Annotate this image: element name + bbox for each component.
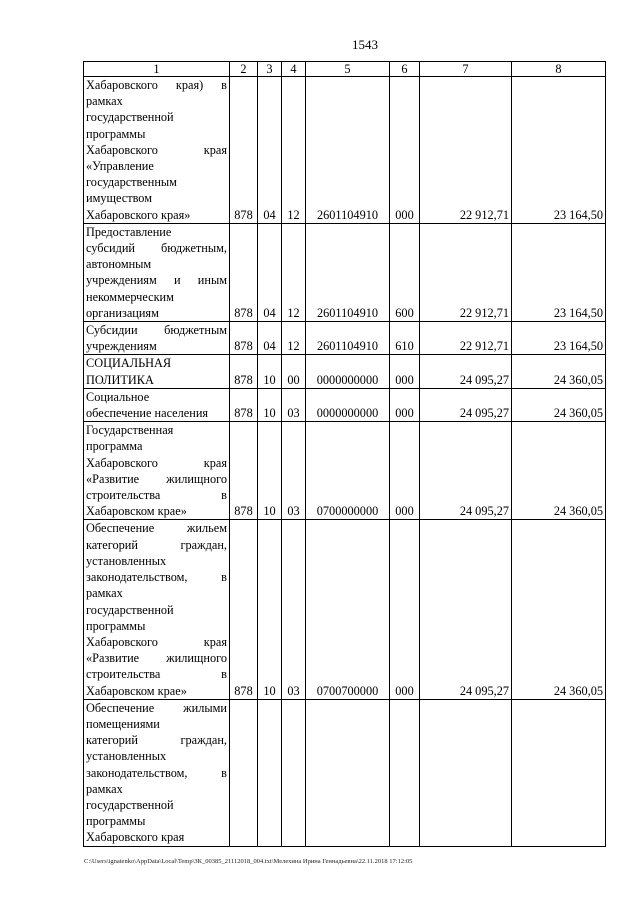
section-code-cell <box>258 699 282 846</box>
row-name-line: учреждениям <box>86 339 157 354</box>
row-name-line: «Управление <box>86 159 154 174</box>
row-name-cell <box>84 223 230 321</box>
ministry-code-cell: 878 <box>230 388 258 421</box>
section-code-cell: 04 <box>258 77 282 224</box>
row-name-line: рамках <box>86 94 123 109</box>
row-name-line: некоммерческим <box>86 289 174 304</box>
table-row <box>84 520 606 699</box>
row-name-line: Предоставление <box>86 224 172 239</box>
row-name-cell <box>84 699 230 846</box>
ministry-code-cell: 878 <box>230 520 258 699</box>
subsection-code-cell: 03 <box>282 388 306 421</box>
budget-table <box>83 61 606 847</box>
row-name-line: Хабаровском крае» <box>86 683 187 698</box>
row-name-line: строительства в <box>86 488 227 503</box>
table-row <box>84 322 606 355</box>
column-header: 2 <box>230 62 258 77</box>
page-number: 1543 <box>352 37 378 52</box>
row-name-line: ПОЛИТИКА <box>86 372 154 387</box>
amount-year1-cell: 24 095,27 <box>420 355 512 388</box>
column-header: 1 <box>84 62 230 77</box>
expense-type-cell: 600 <box>390 223 420 321</box>
target-article-cell: 0700000000 <box>306 422 390 520</box>
row-name-line: имуществом <box>86 191 152 206</box>
row-name-line: Хабаровского края <box>86 455 227 470</box>
ministry-code-cell: 878 <box>230 355 258 388</box>
row-name-line: Хабаровского края) в <box>86 78 227 92</box>
table-row <box>84 388 606 421</box>
subsection-code-cell: 12 <box>282 77 306 224</box>
row-name-line: программа <box>86 439 143 454</box>
row-name-line: строительства в <box>86 667 227 682</box>
target-article-cell: 0000000000 <box>306 388 390 421</box>
column-header: 6 <box>390 62 420 77</box>
subsection-code-cell <box>282 699 306 846</box>
ministry-code-cell: 878 <box>230 223 258 321</box>
amount-year1-cell: 24 095,27 <box>420 388 512 421</box>
row-name-cell <box>84 388 230 421</box>
row-name-line: государственной <box>86 797 174 812</box>
amount-year2-cell: 23 164,50 <box>512 322 606 355</box>
row-name-line: организациям <box>86 305 159 320</box>
row-name-line: Хабаровского края <box>86 634 227 649</box>
row-name-line: Субсидии бюджетным <box>86 323 227 338</box>
row-name-line: установленных <box>86 553 167 568</box>
target-article-cell: 2601104910 <box>306 223 390 321</box>
amount-year1-cell <box>420 699 512 846</box>
section-code-cell: 10 <box>258 422 282 520</box>
row-name-line: программы <box>86 618 146 633</box>
expense-type-cell: 000 <box>390 77 420 224</box>
amount-year2-cell: 24 360,05 <box>512 422 606 520</box>
row-name-line: рамках <box>86 586 123 601</box>
subsection-code-cell: 00 <box>282 355 306 388</box>
column-header: 8 <box>512 62 606 77</box>
row-name-line: Обеспечение жилыми <box>86 700 227 715</box>
row-name-line: учреждениям и иным <box>86 273 227 288</box>
row-name-line: законодательством, в <box>86 570 227 585</box>
row-name-cell <box>84 520 230 699</box>
row-name-cell <box>84 322 230 355</box>
amount-year2-cell: 24 360,05 <box>512 520 606 699</box>
expense-type-cell: 000 <box>390 422 420 520</box>
row-name-cell <box>84 422 230 520</box>
amount-year1-cell: 22 912,71 <box>420 322 512 355</box>
amount-year2-cell: 23 164,50 <box>512 223 606 321</box>
column-header: 3 <box>258 62 282 77</box>
row-name-line: Государственная <box>86 423 174 438</box>
table-row <box>84 77 606 224</box>
row-name-line: Хабаровского края <box>86 142 227 157</box>
table-body <box>84 62 606 847</box>
amount-year1-cell: 24 095,27 <box>420 520 512 699</box>
row-name-line: «Развитие жилищного <box>86 651 227 666</box>
row-name-line: категорий граждан, <box>86 733 227 748</box>
ministry-code-cell: 878 <box>230 322 258 355</box>
row-name-line: Хабаровского края» <box>86 207 191 222</box>
row-name-line: Социальное <box>86 389 150 404</box>
row-name-line: «Развитие жилищного <box>86 471 227 486</box>
row-name-line: рамках <box>86 781 123 796</box>
file-path-footer: C:\Users\ignatenko\AppData\Local\Temp\ЗК_00385_21112018_004.txt\Мелехина Ирина Геннадьевна\22.11.2018 17:12:05 <box>84 858 413 865</box>
subsection-code-cell: 12 <box>282 322 306 355</box>
ministry-code-cell: 878 <box>230 77 258 224</box>
row-name-line: субсидий бюджетным, <box>86 241 227 256</box>
row-name-line: обеспечение населения <box>86 406 209 421</box>
table-row <box>84 422 606 520</box>
column-header: 7 <box>420 62 512 77</box>
amount-year2-cell: 23 164,50 <box>512 77 606 224</box>
expense-type-cell <box>390 699 420 846</box>
row-name-line: Обеспечение жильем <box>86 521 227 536</box>
amount-year2-cell: 24 360,05 <box>512 355 606 388</box>
row-name-line: установленных <box>86 749 167 764</box>
expense-type-cell: 610 <box>390 322 420 355</box>
column-header: 5 <box>306 62 390 77</box>
section-code-cell: 10 <box>258 388 282 421</box>
expense-type-cell: 000 <box>390 355 420 388</box>
row-name-line: Хабаровского края <box>86 830 185 845</box>
amount-year2-cell: 24 360,05 <box>512 388 606 421</box>
amount-year2-cell <box>512 699 606 846</box>
subsection-code-cell: 03 <box>282 422 306 520</box>
target-article-cell <box>306 699 390 846</box>
row-name-line: государственной <box>86 602 174 617</box>
row-name-line: помещениями <box>86 716 160 731</box>
row-name-cell <box>84 77 230 224</box>
expense-type-cell: 000 <box>390 388 420 421</box>
row-name-cell <box>84 355 230 388</box>
target-article-cell: 2601104910 <box>306 322 390 355</box>
ministry-code-cell: 878 <box>230 422 258 520</box>
target-article-cell: 0700700000 <box>306 520 390 699</box>
table-row <box>84 223 606 321</box>
expense-type-cell: 000 <box>390 520 420 699</box>
row-name-line: СОЦИАЛЬНАЯ <box>86 356 172 371</box>
row-name-line: государственной <box>86 110 174 125</box>
section-code-cell: 04 <box>258 223 282 321</box>
target-article-cell: 0000000000 <box>306 355 390 388</box>
subsection-code-cell: 12 <box>282 223 306 321</box>
section-code-cell: 10 <box>258 520 282 699</box>
amount-year1-cell: 22 912,71 <box>420 223 512 321</box>
row-name-line: автономным <box>86 257 152 272</box>
table-row <box>84 355 606 388</box>
amount-year1-cell: 22 912,71 <box>420 77 512 224</box>
section-code-cell: 10 <box>258 355 282 388</box>
table-row <box>84 699 606 846</box>
subsection-code-cell: 03 <box>282 520 306 699</box>
ministry-code-cell <box>230 699 258 846</box>
row-name-line: законодательством, в <box>86 765 227 780</box>
target-article-cell: 2601104910 <box>306 77 390 224</box>
column-header-row <box>84 62 606 77</box>
amount-year1-cell: 24 095,27 <box>420 422 512 520</box>
row-name-line: категорий граждан, <box>86 537 227 552</box>
row-name-line: программы <box>86 814 146 829</box>
section-code-cell: 04 <box>258 322 282 355</box>
row-name-line: программы <box>86 126 146 141</box>
row-name-line: Хабаровском крае» <box>86 504 187 519</box>
column-header: 4 <box>282 62 306 77</box>
row-name-line: государственным <box>86 175 177 190</box>
